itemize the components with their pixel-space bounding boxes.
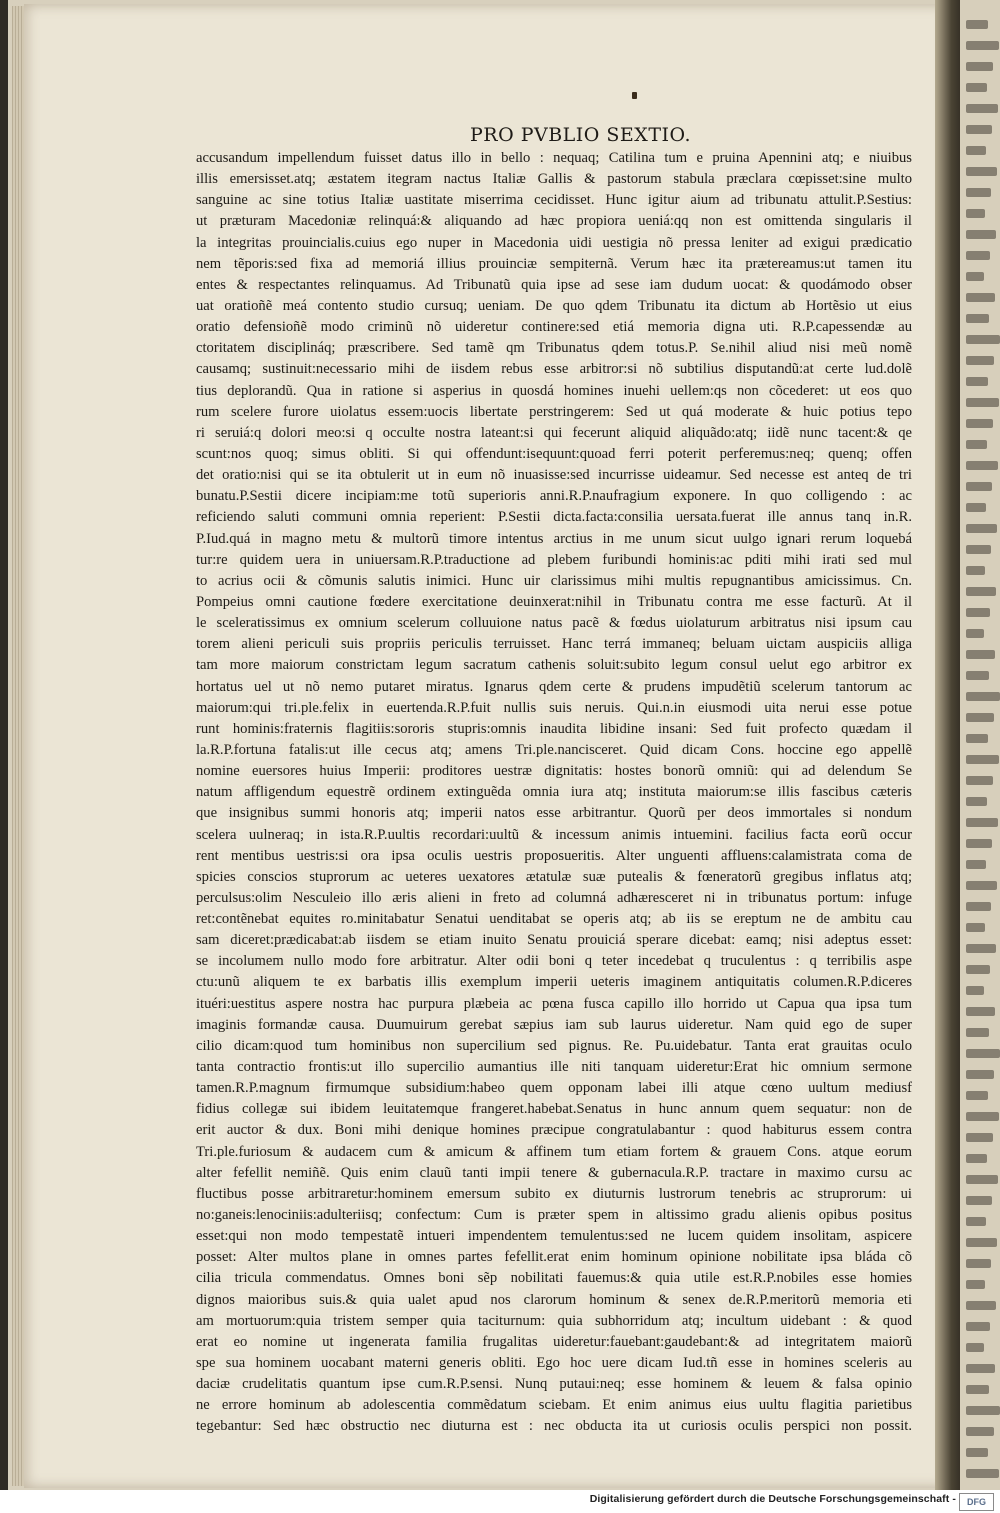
facing-page-text-stub xyxy=(966,1448,988,1457)
text-line: sanguine ac sine totius Italiæ uastitate miserrima cecidisset. Hunc igitur aium ad tribunatu attulit.P.Sestius: xyxy=(196,192,912,209)
facing-page-text-stub xyxy=(966,356,994,365)
facing-page-text-stub xyxy=(966,1070,994,1079)
text-line: la integritas prouincialis.cuius ego nuper in Macedonia uidi uestigia nõ pressa leniter ad exigui prædicatio xyxy=(196,234,912,251)
text-line: rum scelere furore uiolatus essem:uocis libertate perstringerem: Sed ut quá moderate & huic potius tepo xyxy=(196,403,912,420)
facing-page-text-stub xyxy=(966,1301,996,1310)
facing-page-text-stub xyxy=(966,587,996,596)
facing-page-text-stub xyxy=(966,482,992,491)
facing-page-text-stub xyxy=(966,965,990,974)
text-line: tanta contractio frontis:ut illo supercilio aumantius ille niti tanquam uideretur:Erat hic omnium sermone xyxy=(196,1059,912,1076)
text-line: torem alieni periculi suis propriis periculis terruisset. Hanc terrá immaneq; beluam uictam auspiciis alliga xyxy=(196,636,912,653)
facing-page-text-stub xyxy=(966,1091,988,1100)
text-line: nomine euersores huius Imperii: proditores uestræ dignitatis: hostes bonorũ omniũ: qui ad delendum Se xyxy=(196,763,912,780)
text-line: ctoritatem disciplináq; præscribere. Sed tamẽ qm Tribunatus qdem totus.P. Se.nihil aliud nisi meũ nomẽ xyxy=(196,340,912,357)
facing-page-text-stub xyxy=(966,83,987,92)
facing-page-text-stub xyxy=(966,41,999,50)
text-line: alter fefellit nemiñẽ. Quis enim clauũ tanti impii tenere & gubernacula.R.P. tractare in maximo cursu ac xyxy=(196,1164,912,1181)
facing-page-text-stub xyxy=(966,692,1000,701)
text-line: rent mentibus uestris:si ora ipsa oculis uestris proposueritis. Alter unguenti affluens:calamistrata coma de xyxy=(196,847,912,864)
facing-page-text-stub xyxy=(966,167,997,176)
text-line: ne errore hominum ab adolescentia commẽdatum sciebam. Et enim animus eius uultu flagitia parietibus xyxy=(196,1397,912,1414)
text-line: dignos maioribus suis.& quia ualet apud nos clarorum hominum & senex de.R.P.meritorũ memoria eti xyxy=(196,1291,912,1308)
facing-page-text-stub xyxy=(966,566,985,575)
text-line: tegebantur: Sed hæc obstructio nec diuturna est : nec obducta ita ut curiosis oculis perspici non possit. xyxy=(196,1418,912,1435)
ink-mark xyxy=(632,92,637,99)
facing-page-text-stub xyxy=(966,251,990,260)
facing-page-text-stub xyxy=(966,839,992,848)
facing-page-text-stub xyxy=(966,1322,990,1331)
facing-page-text-stub xyxy=(966,797,987,806)
facing-page-text-stub xyxy=(966,1259,991,1268)
facing-page-text-stub xyxy=(966,1112,999,1121)
text-line: maiorum:qui tri.ple.felix in euertenda.R.P.fuit nullis suis neruis. Qui.n.in eiusmodi uita nerui esse potue xyxy=(196,699,912,716)
facing-page-text-stub xyxy=(966,1133,993,1142)
facing-page-text-stub xyxy=(966,1196,992,1205)
text-line: tam more maiorum constrictam legum sacratum cathenis soluit:subito legum consul uelut ego arbitror ex xyxy=(196,657,912,674)
facing-page-text-stub xyxy=(966,1238,997,1247)
facing-page-text-stub xyxy=(966,881,997,890)
facing-page-text-stub xyxy=(966,1280,985,1289)
text-line: sam diceret:prædicabat:ab iisdem se etiam inuito Senatu prouiciá sperare dicebat: eamq; nisi adeptus esset: xyxy=(196,932,912,949)
text-line: erat eo nomine ut ingenerata familia frugalitas uideretur:fauebant:gaudebant:& ad integritatem maiorũ xyxy=(196,1333,912,1350)
facing-page-text-stub xyxy=(966,818,998,827)
facing-page-text-stub xyxy=(966,545,991,554)
text-line: det oratio:nisi qui se ita obtulerit ut in eum nõ inuasisse:sed incurrisse uideamur. Sed necesse est anteq de tri xyxy=(196,467,912,484)
facing-page-text-stub xyxy=(966,209,985,218)
text-line: reficiendo saluti communi omnia reperient: P.Sestii dicta.facta:consilia uersata.fuerat ille annus tanq in.R. xyxy=(196,509,912,526)
text-line: causamq; sustinuit:necessario mihi de iisdem rebus esse arbitror:si nõ subtilius disputandũ:at certe lud.dolẽ xyxy=(196,361,912,378)
facing-page-text-stub xyxy=(966,755,999,764)
facing-page-text-stub xyxy=(966,860,986,869)
facing-page-text-stub xyxy=(966,1175,998,1184)
text-line: scunt:nos quoq; simus obliti. Si qui offendunt:isequunt:quoad ferri poterit perferemus:neq; quenq; offen xyxy=(196,445,912,462)
facing-page-text-stub xyxy=(966,1406,1000,1415)
text-line: illis emersisset.atq; æstatem itegram nactus Italiæ Gallis & pastorum stabula præclara cœpisset:sine multo xyxy=(196,171,912,188)
facing-page-text-stub xyxy=(966,1469,999,1478)
text-line: Pompeius omni cautione fœdere exercitatione deuinxerat:nihil in Tribunatu contra me esse facturũ. At il xyxy=(196,593,912,610)
text-line: se incolumem nullo modo fore arbitratur. Alter odii boni q teter incedebat q truculentus : q terribilis aspe xyxy=(196,953,912,970)
text-line: natum affligendum equestrẽ ordinem extinguẽda omnia iura atq; instituta maiorum:se illis fascibus cæteris xyxy=(196,784,912,801)
facing-page-edge xyxy=(960,0,1000,1490)
facing-page-text-stub xyxy=(966,671,989,680)
facing-page-text-stub xyxy=(966,230,996,239)
facing-page-text-stub xyxy=(966,1217,986,1226)
text-line: spe sua hominem uocabant materni generis obliti. Ego hoc uere dicam Iud.tñ esse in homines sceleris au xyxy=(196,1355,912,1372)
facing-page-text-stub xyxy=(966,20,988,29)
facing-page-text-stub xyxy=(966,272,984,281)
facing-page-text-stub xyxy=(966,524,997,533)
facing-page-text-stub xyxy=(966,146,986,155)
text-column xyxy=(196,148,912,1438)
text-line: cilia tricula commendatus. Omnes boni sẽp nobilitati fauemus:& quia utile est.R.P.nobiles esse homies xyxy=(196,1270,912,1287)
running-head: PRO PVBLIO SEXTIO. xyxy=(470,124,692,146)
facing-page-text-stub xyxy=(966,1427,994,1436)
facing-page-text-stub xyxy=(966,734,988,743)
facing-page-text-stub xyxy=(966,1049,1000,1058)
text-line: Tri.ple.furiosum & audacem cum & amicum & affinem tum etiam fortem & grauem Cons. atque eorum xyxy=(196,1143,912,1160)
dfg-logo: DFG xyxy=(959,1493,994,1511)
text-line: uat oratioñẽ meá contento studio cursuq; ueniam. De quo qdem Tribunatu ita dictum ab Hortẽsio ut eius xyxy=(196,297,912,314)
facing-page-text-stub xyxy=(966,440,987,449)
text-line: erit auctor & dux. Boni mihi denique homines præcipue congratulabantur : quod habiturus essem contra xyxy=(196,1122,912,1139)
funding-credit: Digitalisierung gefördert durch die Deutsche Forschungsgemeinschaft - xyxy=(589,1493,956,1505)
text-line: la.R.P.fortuna fatalis:ut ille cecus atq; amens Tri.ple.nancisceret. Quid dicam Cons. hoccine ego appellẽ xyxy=(196,741,912,758)
text-line: hortatus uel ut nõ nemo putaret miratus. Ignarus qdem certe & prudens impudẽtiũ scelerum tantorum ac xyxy=(196,678,912,695)
facing-page-text-stub xyxy=(966,608,990,617)
facing-page-text-stub xyxy=(966,461,998,470)
footer-bar xyxy=(0,1490,1000,1513)
facing-page-text-stub xyxy=(966,713,994,722)
facing-page-text-stub xyxy=(966,1007,995,1016)
facing-page-text-stub xyxy=(966,902,991,911)
text-line: que insignibus summi honoris atq; imperii natos esse arbitrantur. Quorũ per deos immortales si nondum xyxy=(196,805,912,822)
text-line: to acrius ocii & cõmunis salutis inimici. Hunc uir clarissimus mihi multis repugnantibus amicissimus. Cn. xyxy=(196,572,912,589)
text-line: bunatu.P.Sestii dicere incipiam:me totũ superioris anni.R.P.naufragium exponere. In quo colligendo : ac xyxy=(196,488,912,505)
text-line: ctu:unũ aliquem te ex barbatis illis exemplum imperii ueteris imaginem antiquitatis columen.R.P.diceres xyxy=(196,974,912,991)
facing-page-text-stub xyxy=(966,1028,989,1037)
facing-page-text-stub xyxy=(966,125,992,134)
text-line: accusandum impellendum fuisset datus illo in bello : nequaq; Catilina tum e pruina Apennini atq; e niuibus xyxy=(196,150,912,166)
facing-page-text-stub xyxy=(966,1343,984,1352)
facing-page-text-stub xyxy=(966,944,996,953)
text-line: tamen.R.P.magnum firmumque subsidium:habeo quem opponam labei illi atque cœno uultum mediusf xyxy=(196,1080,912,1097)
facing-page-text-stub xyxy=(966,335,1000,344)
text-line: le sceleratissimus ex omnium scelerum colluuione natus pacẽ & fœdus uiolaturum arbitratus nisi ipsum cau xyxy=(196,615,912,632)
text-line: esset:qui non modo tempestatẽ intueri impendentem temulentus:sed ne lucem quidem insolitam, aspicere xyxy=(196,1228,912,1245)
text-line: ituéri:uestitus aspere nostra hac purpura plæbeia ac pœna fusca capillo illo horrido ut Capua qua ipsa tum xyxy=(196,995,912,1012)
text-line: tur:re quidem uera in uniuersam.R.P.traductione ad plebem furibundi hominis:ac pditi mihi irati sed mul xyxy=(196,551,912,568)
text-line: ri seruiá:q dolori meo:si q occulte nostra lateant:si qui fecerunt aliquid aliquãdo:atq; iidẽ nunc tacent:& qe xyxy=(196,424,912,441)
facing-page-text-stub xyxy=(966,188,991,197)
facing-page-text-stub xyxy=(966,1364,995,1373)
text-line: am mortuorum:quia tristem semper quia taciturnum: quia subhorridum atq; incultum uidebant : & quod xyxy=(196,1312,912,1329)
text-line: spicies conscios stuprorum ac ueteres uexatores ætatulæ suæ putealis & fœneratorũ gregibus inflatus atq; xyxy=(196,868,912,885)
facing-page-text-stub xyxy=(966,923,985,932)
text-line: cilio dicam:quod tum hominibus non supercilium sed pignus. Re. Pu.uidebatur. Tanta erat grauitas oculo xyxy=(196,1037,912,1054)
facing-page-text-stub xyxy=(966,776,993,785)
text-line: nem tẽporis:sed fixa ad memoriá illius prouinciæ sempiternã. Verum hæc ita prætereamus:ut tamen itu xyxy=(196,255,912,272)
facing-page-text-stub xyxy=(966,419,993,428)
text-line: fidius collegæ sui ibidem leuitatemque frangeret.habebat.Senatus in hunc annum quem sequatur: non de xyxy=(196,1101,912,1118)
text-line: oratio defensioñẽ modo criminũ nõ uideretur continere:sed etiá memoria digna uti. R.P.capessendæ au xyxy=(196,319,912,336)
text-line: daciæ crudelitatis quantum ipse cum.R.P.sensi. Nunq putaui:neq; esse hominem & leuem & falsa opinio xyxy=(196,1376,912,1393)
text-line: ut præturam Macedoniæ relinquá:& aliquando ad hæc propiora ueniá:qq non est omittenda singularis il xyxy=(196,213,912,230)
facing-page-text-stub xyxy=(966,104,998,113)
facing-page-text-stub xyxy=(966,986,984,995)
facing-page-text-stub xyxy=(966,1385,989,1394)
text-line: runt hominis:fraternis flagitiis:sororis stupris:omnis inaudita libidine insani: Sed fuit profecto quædam il xyxy=(196,720,912,737)
text-line: no:ganeis:lenociniis:adulteriisq; confectum: Cum is præter spem in altissimo gradu alienis opibus positus xyxy=(196,1207,912,1224)
text-line: P.Iud.quá in magno metu & multorũ timore intentus arctius in me unum sicut uulgo ignari rerum loquebá xyxy=(196,530,912,547)
text-line: perculsus:olim Nesculeio illo æris alieni in freto ad columná adhæresceret ni in tribunatus portum: infuge xyxy=(196,889,912,906)
text-line: ret:contẽnebat equites ro.minitabatur Senatui uenditabat se operis atq; ab iis se ereptum ne de ambitu cau xyxy=(196,911,912,928)
facing-page-text-stub xyxy=(966,650,995,659)
facing-page-text-stub xyxy=(966,1154,987,1163)
facing-page-text-stub xyxy=(966,377,988,386)
text-line: scelera uulneraq; in ista.R.P.uultis recordari:uultũ & incessum animis intuemini. facilius facta eorũ occur xyxy=(196,826,912,843)
facing-page-text-stub xyxy=(966,314,989,323)
text-line: entes & respectantes relinquamus. Ad Tribunatũ quia ipse ad sese iam dudum uocat: & quodámodo obser xyxy=(196,276,912,293)
facing-page-text-stub xyxy=(966,503,986,512)
text-line: imaginis formandæ causa. Duumuirum gerebat sæpius iam sub laurus uideretur. Nam quid ego de super xyxy=(196,1016,912,1033)
text-line: fluctibus posse arbitraretur:hominem emersum subito ex diuturnis lustrorum tenebris ac struprorum: ui xyxy=(196,1185,912,1202)
text-line: posset: Alter multos plane in omnes partes fefellit.erat enim hominum opinione nobilitate ipsa bláda cõ xyxy=(196,1249,912,1266)
facing-page-text-stub xyxy=(966,629,984,638)
facing-page-text-stub xyxy=(966,293,995,302)
text-line: tius deplorandũ. Qua in ratione si asperius in quosdá homines inuehi uellem:qs non cõcederet: ut eos quo xyxy=(196,382,912,399)
facing-page-text-stub xyxy=(966,398,999,407)
facing-page-text-stub xyxy=(966,62,993,71)
